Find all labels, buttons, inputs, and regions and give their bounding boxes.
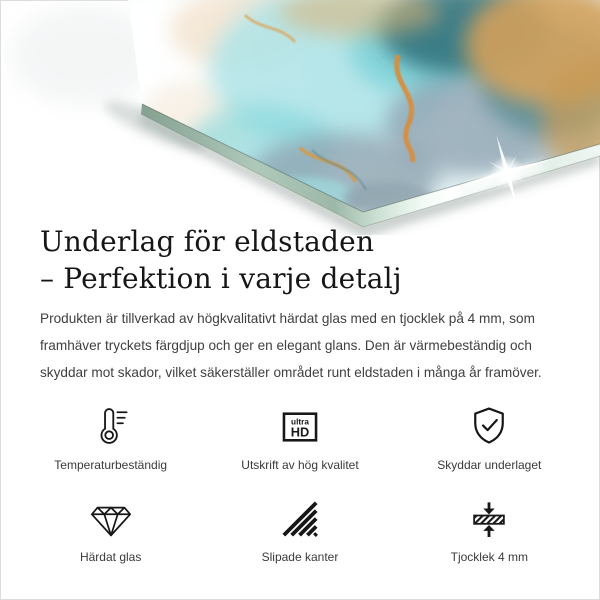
feature-print-quality: [205, 397, 394, 472]
feature-polished-edges: [205, 489, 394, 564]
ultra-hd-text-bottom: HD: [290, 424, 310, 440]
shield-check-icon: [467, 397, 511, 449]
product-photo: [0, 0, 600, 235]
page-title-line1: Underlag för eldstaden: [40, 225, 375, 258]
page-title: [40, 224, 402, 298]
feature-temperature-resistant: [16, 397, 205, 472]
feature-label: Tjocklek 4 mm: [450, 550, 528, 565]
thermometer-icon: [89, 397, 133, 449]
feature-grid: [16, 397, 584, 565]
beveled-edges-icon: [279, 489, 321, 541]
feature-tempered-glass: [16, 489, 205, 564]
feature-label: Utskrift av hög kvalitet: [241, 458, 359, 472]
feature-label: Temperaturbeständig: [54, 458, 168, 472]
page-title-line2: – Perfektion i varje detalj: [40, 261, 402, 295]
product-description: Produkten är tillverkad av högkvalitativt härdat glas med en tjocklek på 4 mm, som framhäver tryckets färgdjup och ger en elegant glans. Den är värmebeständig och skyddar mot skador, vilket säkerställer området runt eldstaden i många år framöver.: [40, 311, 542, 380]
ultra-hd-icon: [277, 397, 323, 449]
feature-protects-surface: [395, 397, 584, 472]
feature-label: Härdat glas: [79, 550, 142, 565]
feature-thickness: [395, 489, 584, 564]
thickness-icon: [468, 489, 510, 541]
ultra-hd-text-top: ultra: [291, 417, 309, 427]
feature-label: Slipade kanter: [261, 550, 339, 565]
feature-label: Skyddar underlaget: [437, 458, 542, 472]
diamond-icon: [88, 489, 134, 541]
glass-panel-photo: [0, 0, 600, 235]
